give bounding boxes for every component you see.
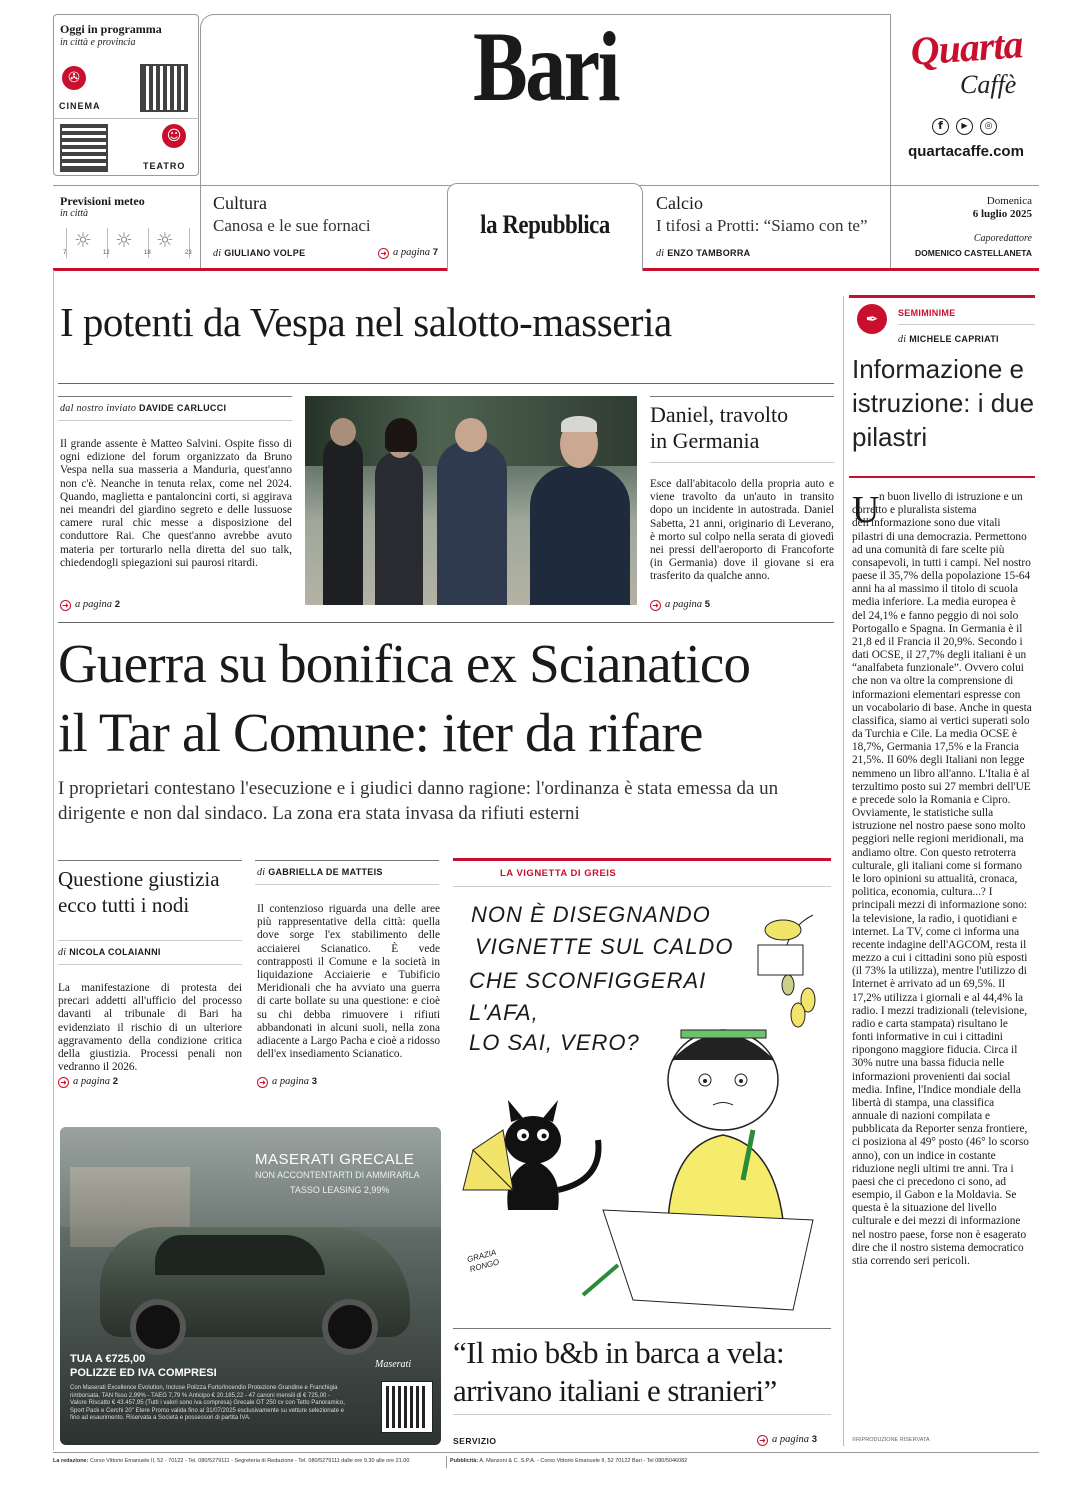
program-title: Oggi in programma [60, 22, 162, 36]
sponsor-subtitle: Caffè [960, 70, 1017, 99]
weather-sun-icon-2: ☼ [115, 228, 133, 252]
cartoon-text-5: LO SAI, VERO? [469, 1030, 640, 1055]
main-headline-line2[interactable]: il Tar al Comune: iter da rifare [58, 702, 703, 763]
column-byline: di MICHELE CAPRIATI [898, 334, 999, 345]
ad-rate: TASSO LEASING 2,99% [290, 1185, 390, 1195]
cartoon[interactable] [453, 890, 831, 1320]
lead-page-link[interactable]: ➜ a pagina 2 [60, 599, 120, 611]
cartoon-drawing [453, 890, 831, 1320]
scianatico-body: Il contenzioso riguarda una delle aree più rappresentative della città: quella dove sorge l'ex stabilimento delle acciaierei Scianatico. È vede contrapposti il Comune e la società in liquidazione Acciaierie e Tubificio Meridionali che ha avviato una guerra di carte bollate su una questione: e cioè su chi debba rimuovere i rifiuti abbandonati in alcuni suoli, nella zona adiacente a Largo Pacha e cioè a ridosso dell'ex insediamento Scianatico. [257, 903, 440, 1061]
pen-nib-icon: ✒ [857, 304, 887, 334]
editor-role: Caporedattore [973, 233, 1032, 244]
date-full: 6 luglio 2025 [972, 208, 1032, 220]
instagram-icon[interactable]: ◎ [980, 118, 997, 135]
lead-photo[interactable] [305, 396, 637, 605]
daniel-page-link[interactable]: ➜ a pagina 5 [650, 599, 710, 611]
cultura-title[interactable]: Cultura [213, 193, 267, 213]
ad-small-print: Con Maserati Excellence Evolution, Incluse Polizza Furto/Incendio Protezione Grandine e Franchigia rimborsata. TAN fisso 2,99% - TAEG 7,79 % Anticipo € 20.185,22 - 47 canoni mensili di € 725,00 - Valore Riscatto € 43.457,95 (Tutti i valori sono iva compresa) Grecale GT 250 cv con Tetto Panoramico, Sport Pack e Cerchi 20" Etere Promo valida fino al 31/07/2025 esclusivamente su vetture selezionate e fino ad esaurimento. Riservata a Società e possessori di partita IVA. [70, 1385, 345, 1421]
ad-qr-code[interactable] [382, 1382, 432, 1432]
bnb-page-link[interactable]: ➜ a pagina 3 [757, 1434, 817, 1446]
footer-pubblicita: Pubblicità: A. Manzoni & C. S.P.A. - Corso Vittorio Emanuele II, 52 70122 Bari - Tel 080/5046082 [450, 1458, 688, 1464]
main-headline-line1[interactable]: Guerra su bonifica ex Scianatico [58, 633, 751, 694]
masthead-title[interactable]: Bari [472, 11, 619, 122]
cartoon-text-2: VIGNETTE SUL CALDO [475, 934, 734, 959]
arrow-right-icon: ➜ [58, 1077, 69, 1088]
main-subhead: I proprietari contestano l'esecuzione e i giudici danno ragione: l'ordinanza è stata emessa da un dirigente e non dal sindaco. La zona era stata invasa da rifiuti esterni [58, 778, 779, 824]
bnb-label: SERVIZIO [453, 1436, 497, 1446]
teatro-mask-icon: ☺ [162, 124, 186, 148]
daniel-headline[interactable]: Daniel, travolto in Germania [650, 402, 789, 453]
cinema-icon: ✇ [62, 66, 86, 90]
ad-title: MASERATI GRECALE [255, 1151, 415, 1168]
giustizia-body: La manifestazione di protesta dei precari addetti all'ufficio del processo davanti al tribunale di Bari ha evidenziato il rischio di un ulteriore aggravamento della condizione critica della giustizia. Processi penali non vedranno il 2026. [58, 982, 242, 1074]
cartoon-text-4: L'AFA, [469, 1000, 539, 1025]
footer-redazione: La redazione: Corso Vittorio Emanuele II, 52 - 70122 - Tel. 080/5279111 - Segreteria di Redazione - Tel. 080/5279111 dalle ore 9.30 alle ore 21.00 [53, 1458, 410, 1464]
scianatico-page-link[interactable]: ➜ a pagina 3 [257, 1076, 317, 1088]
cinema-label[interactable]: CINEMA [59, 101, 101, 111]
meteo-subtitle: in città [60, 208, 89, 219]
giustizia-headline[interactable]: Questione giustizia ecco tutti i nodi [58, 867, 220, 917]
calcio-byline: di ENZO TAMBORRA [656, 248, 751, 259]
meteo-title: Previsioni meteo [60, 194, 145, 208]
arrow-right-icon: ➜ [257, 1077, 268, 1088]
repubblica-logo[interactable]: la Repubblica [480, 210, 610, 239]
arrow-right-icon: ➜ [650, 600, 661, 611]
date-day: Domenica [986, 195, 1032, 207]
weather-sun-icon-1: ☼ [74, 228, 92, 252]
cartoon-signature: GRAZIA RONGO [466, 1247, 501, 1274]
meteo-hour-1: 7 [63, 250, 67, 256]
maserati-ad[interactable] [60, 1127, 441, 1445]
column-body: n buon livello di istruzione e un corretto e pluralista sistema dell'informazione sono due vitali pilastri di una democrazia. Permettono ad una comunità di fare scelte più consapevoli, in tutti i campi. Nel nostro paese il 35,7% della popolazione 15-64 anni ha al massimo il titolo di scuola media inferiore. La media europea è del 24,1% e fanno peggio di noi solo Portogallo e Spagna. In Germania è il 21,8 ed il Francia il 20,9%. Secondo i dati OCSE, il 27,7% degli italiani è un “analfabeta funzionale”. Ovvero colui che non va oltre la comprensione di informazioni elementari espresse con un vocabolario di base. Anche in questa classifica, siamo ai vertici superati solo da Turchia e Cile. La media OCSE è 18,7%, Germania 17,5% e la Francia 21,5%. Il 60% degli Italiani non legge nemmeno un libro all'anno. L'Italia è al terzultimo posto sui 27 membri dell'UE e precede solo la Romania e Cipro. Ovviamente, le statistiche sulla istruzione nel nostro paese sono molto peggiori nelle regioni meridionali, ma andiamo oltre. Con questo retroterra culturale, gli italiani come si formano le loro opinioni su attualità, cronaca, politica, economia, cultura...? I principali mezzi di informazione sono: la televisione, la radio, i quotidiani e internet. La TV, come ci informa una recente indagine dell'AGCOM, resta il mezzo a cui i cittadini sono più esposti (il 73% la utilizza), mentre l'utilizzo di Internet è arrivato ad un 69,5%. Il 17,2% utilizza i giornali e al 44,4% la radio. I mezzi tradizionali (televisione, radio e carta stampata) risultano le fonti informative in cui i cittadini ripongono maggiore fiducia. Circa il 30% nutre una bassa fiducia nelle informazioni provenienti dai social media. Infine, l'Indice mondiale della libertà di stampa, una classifica annuale di nazioni compilata e pubblicata da Reporter senza frontiere, ci posiziona al 49° posto (46° lo scorso anno), con un indice in costante riduzione negli ultimi tre anni. Tra i paesi che ci precedono ci sono, ad esempio, il Gabon e la Moldavia. Se questa è la situazione del livello culturale e dei mezzi di informazione nel nostro paese, forse non è esagerato dire che il nostro sistema democratico stia correndo seri pericoli. [852, 491, 1032, 1267]
column-rights: ©RIPRODUZIONE RISERVATA [852, 1437, 930, 1443]
giustizia-byline: di NICOLA COLAIANNI [58, 947, 161, 958]
cartoon-text-3: CHE SCONFIGGERAI [469, 968, 707, 993]
ad-price-line2: POLIZZE ED IVA COMPRESI [70, 1367, 217, 1379]
cinema-qr-code[interactable] [140, 64, 188, 112]
meteo-hour-4: 23 [185, 250, 192, 256]
cultura-byline: di GIULIANO VOLPE [213, 248, 306, 259]
weather-sun-icon-3: ☼ [156, 228, 174, 252]
editor-name: DOMENICO CASTELLANETA [915, 248, 1032, 258]
lead-byline: dal nostro inviato DAVIDE CARLUCCI [60, 403, 227, 414]
youtube-icon[interactable]: ▶ [956, 118, 973, 135]
daniel-body: Esce dall'abitacolo della propria auto e viene travolto da un'auto in transito dopo un incidente in autostrada. Daniel Sabetta, 21 anni, originario di Leverano, è morto sul colpo nella serata di giovedì nei pressi dell'aeroporto di Francoforte (in Germania) dove il giovane si era trasferito da qualche anno. [650, 478, 834, 583]
column-section: SEMIMINIME [898, 308, 956, 318]
lead-headline[interactable]: I potenti da Vespa nel salotto-masseria [60, 299, 672, 345]
cartoon-text-1: NON È DISEGNANDO [471, 902, 711, 927]
ad-tagline: NON ACCONTENTARTI DI AMMIRARLA [255, 1170, 420, 1180]
facebook-icon[interactable]: f [932, 118, 949, 135]
maserati-logo: Maserati [375, 1359, 412, 1370]
meteo-hour-2: 12 [103, 250, 110, 256]
cultura-subtitle[interactable]: Canosa e le sue fornaci [213, 216, 371, 235]
scianatico-byline: di GABRIELLA DE MATTEIS [257, 867, 383, 878]
calcio-subtitle[interactable]: I tifosi a Protti: “Siamo con te” [656, 216, 868, 235]
bnb-headline[interactable]: “Il mio b&b in barca a vela: arrivano italiani e stranieri” [453, 1335, 784, 1408]
sponsor-url[interactable]: quartacaffe.com [908, 143, 1024, 160]
arrow-right-icon: ➜ [378, 248, 389, 259]
arrow-right-icon: ➜ [757, 1435, 768, 1446]
vignetta-label: LA VIGNETTA DI GREIS [500, 868, 617, 879]
sponsor-logo[interactable]: Quarta [909, 21, 1024, 74]
arrow-right-icon: ➜ [60, 600, 71, 611]
teatro-qr-code[interactable] [60, 124, 108, 172]
ad-price-line1: TUA A €725,00 [70, 1353, 146, 1365]
cultura-page-link[interactable]: ➜ a pagina 7 [378, 247, 438, 259]
calcio-title[interactable]: Calcio [656, 193, 703, 213]
giustizia-page-link[interactable]: ➜ a pagina 2 [58, 1076, 118, 1088]
meteo-hour-3: 18 [144, 250, 151, 256]
lead-body: Il grande assente è Matteo Salvini. Ospite fisso di ogni edizione del forum organizzato da Bruno Vespa nella sua masseria a Manduria, quest'anno non c'è. Neanche in tenuta relax, come nel 2024. Quando, maglietta e pantaloncini corti, si aggirava nei meandri del giardino segreto e delle lussuose camere rural chic messe a disposizione del conduttore Rai. Che quest'anno avrebbe avuto materia per torturarlo nella diretta del suo talk, chiedendogli spiegazioni sui paurosi ritardi. [60, 438, 292, 569]
column-title[interactable]: Informazione e istruzione: i due pilastri [852, 354, 1035, 452]
column-drop-cap: U [852, 489, 880, 531]
program-subtitle: in città e provincia [60, 37, 136, 48]
teatro-label[interactable]: TEATRO [143, 161, 186, 171]
